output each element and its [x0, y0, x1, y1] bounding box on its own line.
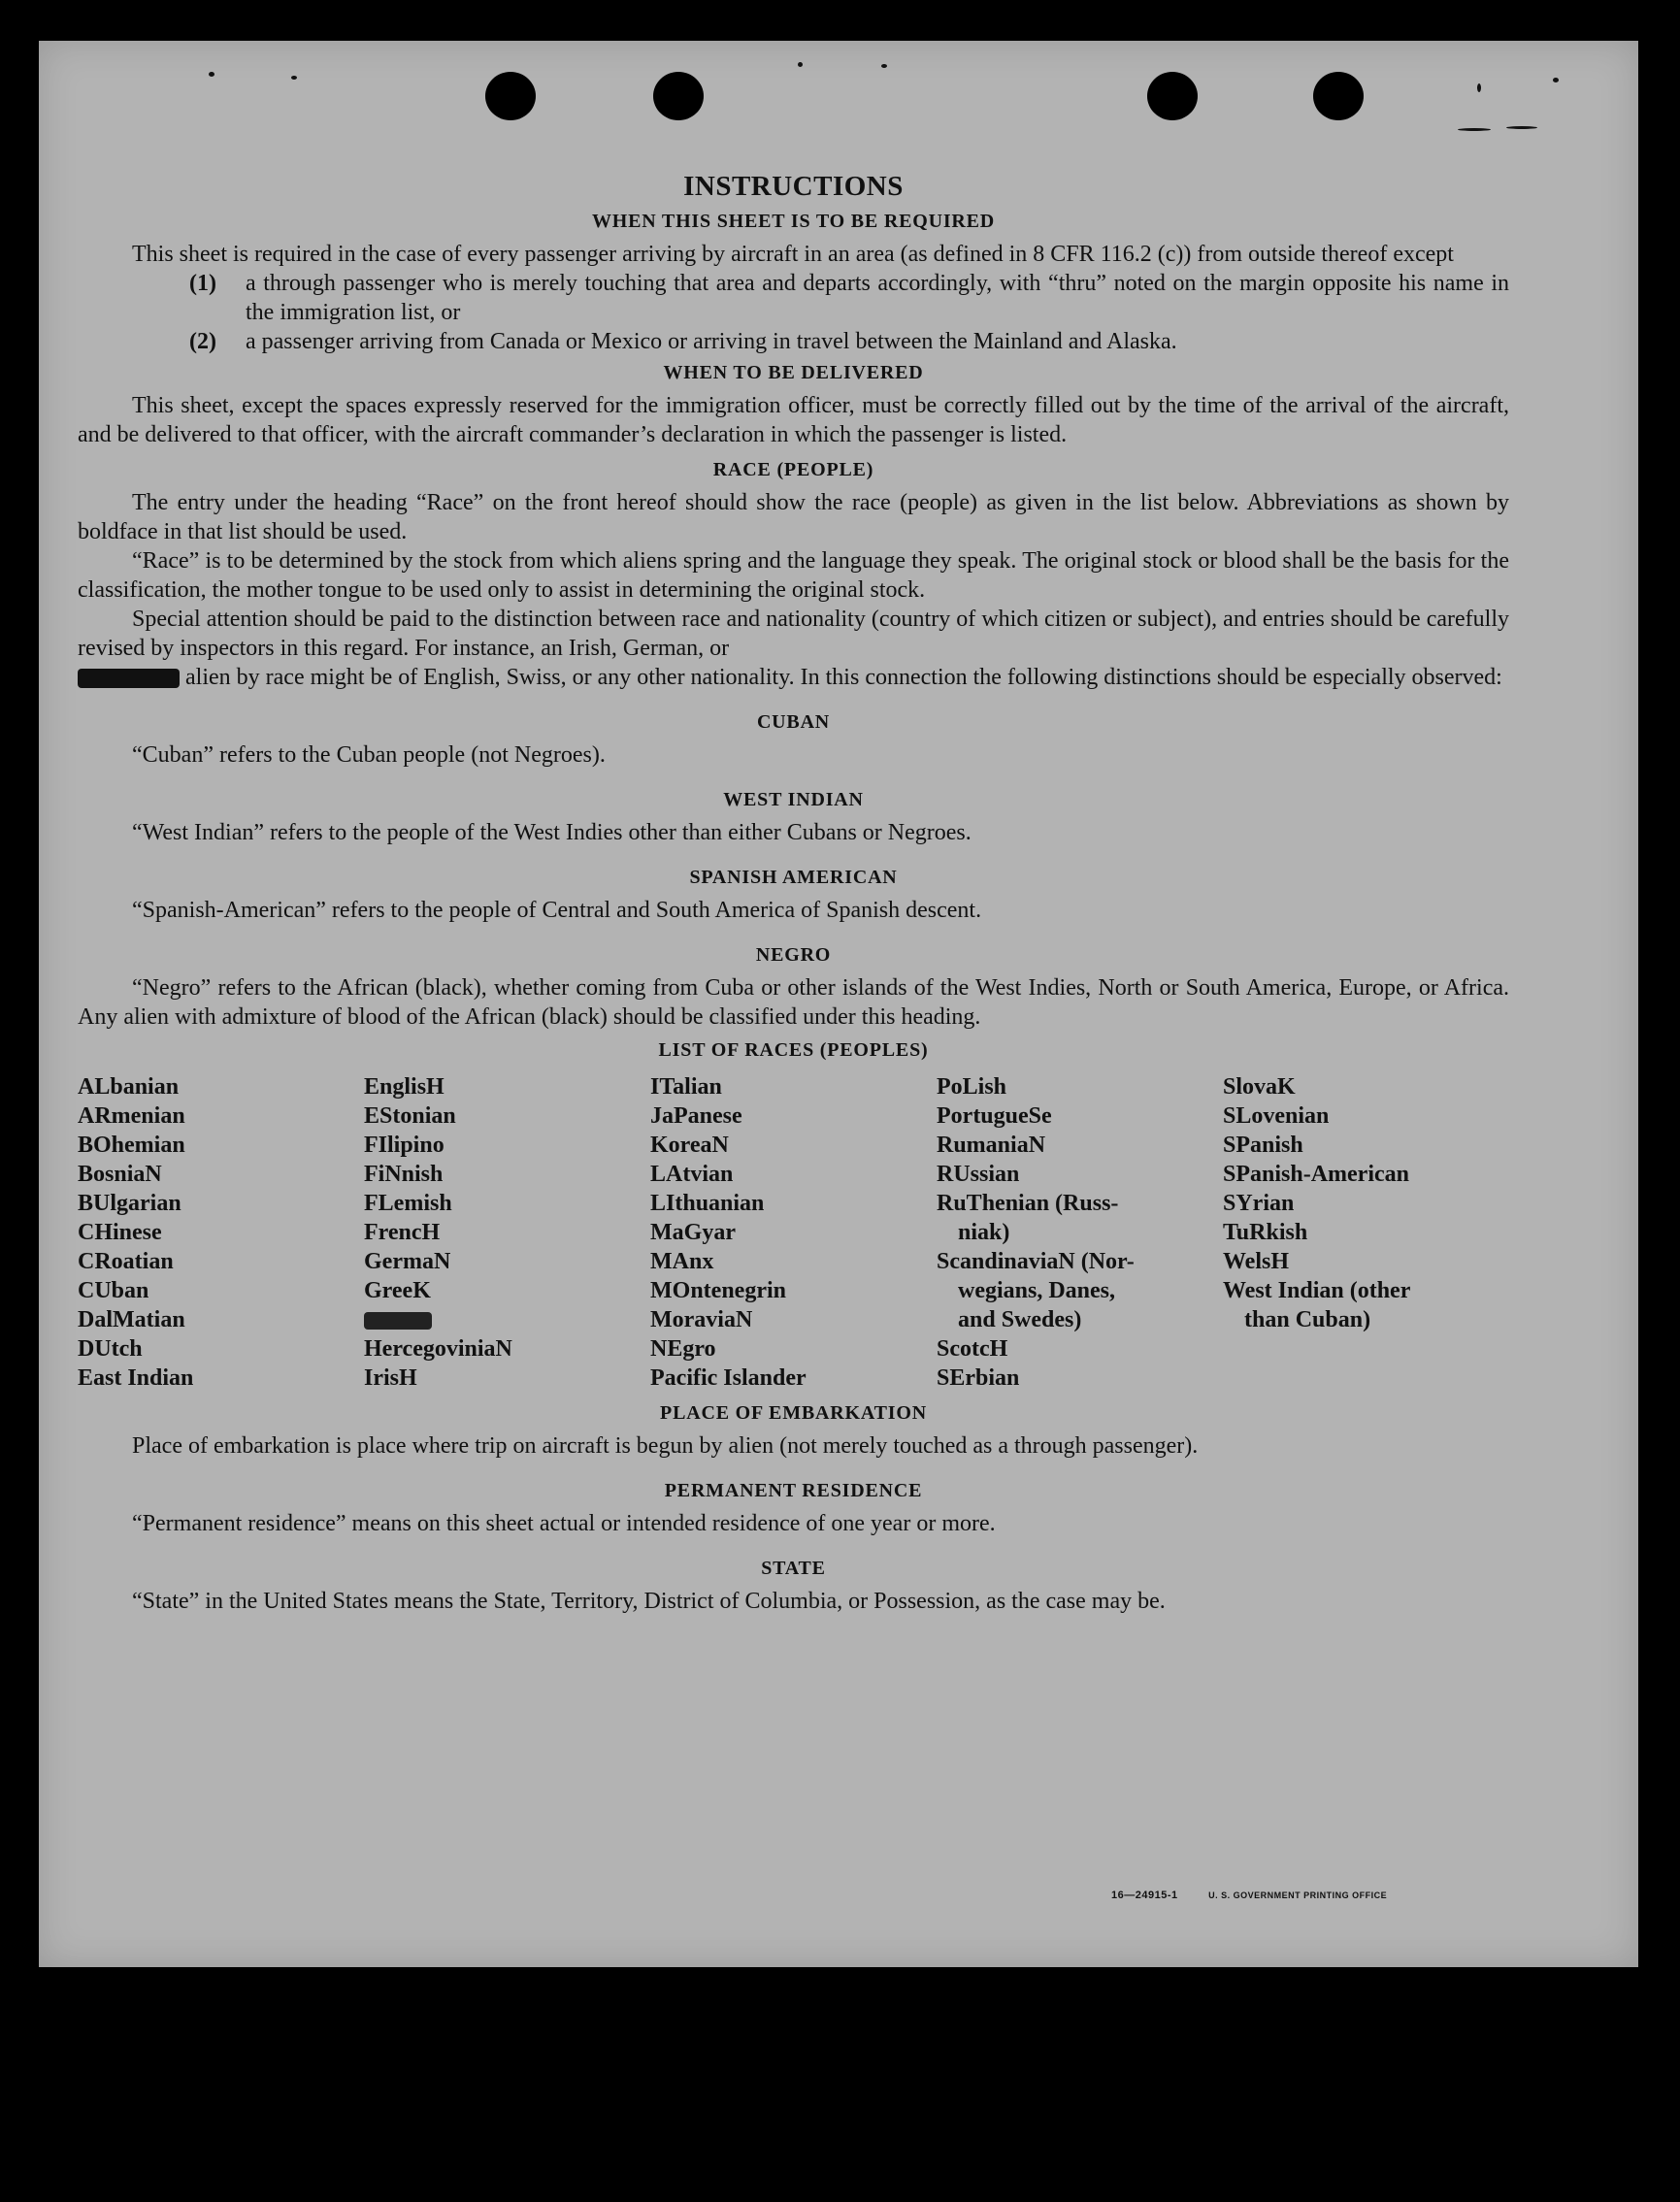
- race-entry: MaGyar: [650, 1220, 736, 1245]
- paragraph: “Spanish-American” refers to the people of Central and South America of Spanish descent.: [132, 898, 982, 923]
- list-text: a through passenger who is merely touching that area and departs accordingly, with “thru” noted on the margin opposite his name in the immigration list, or: [246, 271, 1509, 325]
- race-entry: GermaN: [364, 1249, 451, 1274]
- race-entry: BUlgarian: [78, 1191, 181, 1216]
- race-entry: West Indian (other: [1223, 1278, 1411, 1303]
- dust-speck: [798, 62, 803, 67]
- paragraph-text: alien by race might be of English, Swiss, or any other nationality. In this connection the following distinctions should be especially observed:: [185, 665, 1502, 690]
- race-entry: MoraviaN: [650, 1307, 753, 1332]
- race-entry: GreeK: [364, 1278, 431, 1303]
- list-number: (1): [189, 271, 216, 296]
- race-entry: BOhemian: [78, 1133, 185, 1158]
- section-heading: SPANISH AMERICAN: [689, 867, 898, 888]
- paragraph: “Negro” refers to the African (black), whether coming from Cuba or other islands of the West Indies, North or South America, Europe, or Africa. Any alien with admixture of blood of the African (black) should be classified under this heading.: [78, 975, 1509, 1030]
- section-heading: RACE (PEOPLE): [712, 459, 874, 480]
- race-entry: RumaniaN: [937, 1133, 1046, 1158]
- section-heading: LIST OF RACES (PEOPLES): [658, 1039, 929, 1061]
- printer-footer: [1111, 1890, 1387, 1901]
- races-column: [650, 1072, 937, 1393]
- race-entry: EnglisH: [364, 1074, 445, 1100]
- paragraph: “Race” is to be determined by the stock from which aliens spring and the language they speak. The original stock or blood shall be the basis for the classification, the mother tongue to be used only to assist in determining the original stock.: [78, 548, 1509, 603]
- race-entry: LAtvian: [650, 1162, 734, 1187]
- races-column: [364, 1072, 650, 1393]
- race-entry: DalMatian: [78, 1307, 185, 1332]
- punch-hole: [1147, 72, 1198, 120]
- list-item: [189, 327, 1509, 356]
- instructions-content: [78, 172, 1509, 1616]
- paragraph: This sheet, except the spaces expressly reserved for the immigration officer, must be correctly filled out by the time of the arrival of the aircraft, and be delivered to that officer, with the aircraft commander’s declaration in which the passenger is listed.: [78, 393, 1509, 447]
- document-sheet: [39, 41, 1638, 1967]
- dust-speck: [1477, 83, 1481, 92]
- section-heading: NEGRO: [755, 944, 832, 966]
- race-entry: SLovenian: [1223, 1103, 1330, 1129]
- race-entry: MAnx: [650, 1249, 714, 1274]
- races-list: [78, 1072, 1509, 1393]
- races-column: [78, 1072, 364, 1393]
- race-entry: IrisH: [364, 1365, 417, 1391]
- race-entry: DUtch: [78, 1336, 143, 1362]
- race-entry-continued: than Cuban): [1244, 1307, 1371, 1332]
- race-entry: FrencH: [364, 1220, 441, 1245]
- paragraph: [78, 605, 1509, 692]
- races-column: [1223, 1072, 1509, 1393]
- race-entry: PoLish: [937, 1074, 1007, 1100]
- race-entry: JaPanese: [650, 1103, 742, 1129]
- race-entry: HercegoviniaN: [364, 1336, 512, 1362]
- race-entry: PortugueSe: [937, 1103, 1052, 1129]
- race-entry: FIlipino: [364, 1133, 445, 1158]
- races-column: [937, 1072, 1223, 1393]
- race-entry: CUban: [78, 1278, 149, 1303]
- dust-speck: [291, 76, 297, 80]
- race-entry: NEgro: [650, 1336, 716, 1362]
- list-number: (2): [189, 329, 216, 354]
- race-entry: SPanish-American: [1223, 1162, 1409, 1187]
- section-heading: STATE: [761, 1558, 826, 1579]
- paragraph: “Cuban” refers to the Cuban people (not Negroes).: [132, 742, 606, 768]
- list-text: a passenger arriving from Canada or Mexico or arriving in travel between the Mainland and Alaska.: [246, 329, 1177, 354]
- punch-hole: [653, 72, 704, 120]
- dust-speck: [1506, 126, 1537, 129]
- race-entry-continued: and Swedes): [958, 1307, 1082, 1332]
- race-entry: SPanish: [1223, 1133, 1303, 1158]
- race-entry: TuRkish: [1223, 1220, 1308, 1245]
- race-entry: CRoatian: [78, 1249, 174, 1274]
- race-entry: LIthuanian: [650, 1191, 765, 1216]
- race-entry: MOntenegrin: [650, 1278, 786, 1303]
- race-entry: ScandinaviaN (Nor-: [937, 1249, 1135, 1274]
- dust-speck: [1458, 128, 1491, 131]
- paragraph: This sheet is required in the case of every passenger arriving by aircraft in an area (as defined in 8 CFR 116.2 (c)) from outside thereof except: [132, 242, 1454, 267]
- dust-speck: [1553, 78, 1559, 82]
- race-entry-continued: niak): [958, 1220, 1010, 1245]
- dust-speck: [209, 72, 214, 77]
- race-entry: ALbanian: [78, 1074, 180, 1100]
- race-entry: FiNnish: [364, 1162, 444, 1187]
- printer-credit: U. S. GOVERNMENT PRINTING OFFICE: [1208, 1890, 1388, 1900]
- race-entry: SYrian: [1223, 1191, 1295, 1216]
- race-entry: RUssian: [937, 1162, 1020, 1187]
- form-number: 16—24915-1: [1111, 1890, 1178, 1901]
- section-heading: PLACE OF EMBARKATION: [660, 1402, 927, 1424]
- race-entry: SlovaK: [1223, 1074, 1296, 1100]
- race-entry: WelsH: [1223, 1249, 1290, 1274]
- race-entry-redacted: [364, 1305, 650, 1334]
- race-entry: KoreaN: [650, 1133, 729, 1158]
- section-heading: WHEN TO BE DELIVERED: [663, 362, 924, 383]
- race-entry: EStonian: [364, 1103, 456, 1129]
- paragraph: The entry under the heading “Race” on the front hereof should show the race (people) as given in the list below. Abbreviations as shown by boldface in that list should be used.: [78, 490, 1509, 544]
- paragraph: “Permanent residence” means on this sheet actual or intended residence of one year or more.: [132, 1511, 996, 1536]
- paragraph-text: Special attention should be paid to the distinction between race and nationality (country of which citizen or subject), and entries should be carefully revised by inspectors in this regard. For instance, an Irish, German, or: [78, 607, 1509, 661]
- race-entry: BosniaN: [78, 1162, 162, 1187]
- section-heading: PERMANENT RESIDENCE: [664, 1480, 923, 1501]
- race-entry: ScotcH: [937, 1336, 1008, 1362]
- list-item: [189, 269, 1509, 327]
- paragraph: “West Indian” refers to the people of the West Indies other than either Cubans or Negroes.: [132, 820, 972, 845]
- page-title: INSTRUCTIONS: [683, 171, 904, 202]
- race-entry: SErbian: [937, 1365, 1020, 1391]
- redaction-mark: [78, 669, 180, 688]
- race-entry: CHinese: [78, 1220, 162, 1245]
- race-entry-continued: wegians, Danes,: [958, 1278, 1116, 1303]
- dust-speck: [881, 64, 887, 68]
- race-entry: ARmenian: [78, 1103, 185, 1129]
- paragraph: Place of embarkation is place where trip on aircraft is begun by alien (not merely touched as a through passenger).: [132, 1433, 1199, 1459]
- paragraph: “State” in the United States means the State, Territory, District of Columbia, or Possession, as the case may be.: [132, 1589, 1166, 1614]
- race-entry: ITalian: [650, 1074, 722, 1100]
- section-heading: WEST INDIAN: [723, 789, 864, 810]
- punch-hole: [1313, 72, 1364, 120]
- section-heading: WHEN THIS SHEET IS TO BE REQUIRED: [591, 211, 996, 232]
- race-entry: Pacific Islander: [650, 1365, 807, 1391]
- race-entry: East Indian: [78, 1365, 194, 1391]
- punch-hole: [485, 72, 536, 120]
- section-heading: CUBAN: [756, 711, 831, 733]
- race-entry: RuThenian (Russ-: [937, 1191, 1119, 1216]
- redaction-mark: [364, 1312, 432, 1330]
- race-entry: FLemish: [364, 1191, 452, 1216]
